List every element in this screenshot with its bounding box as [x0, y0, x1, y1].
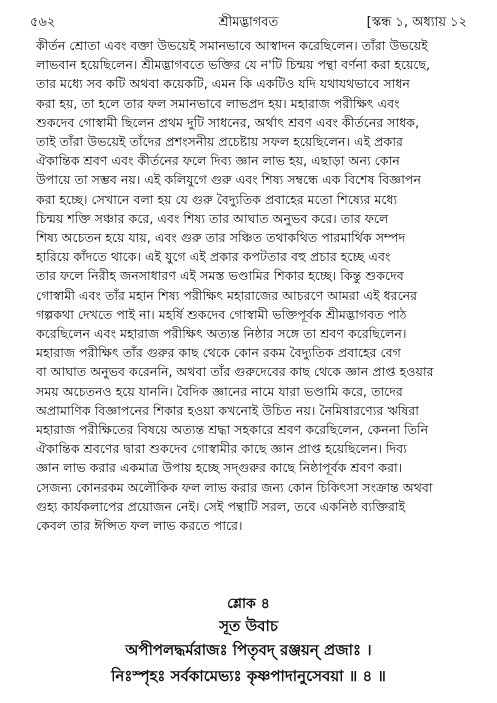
text-line: শিষ্য অচেতন হয়ে যায়, এবং গুরু তার সঞ্চিত তথাকথিত পারমার্থিক সম্পদ: [36, 230, 406, 246]
purport-text: [36, 36, 466, 535]
text-line: তার ফলে নিরীহ জনসাধারণ এই সমস্ত ভণ্ডামির শিকার হচ্ছে। কিন্তু শুকদেব: [36, 268, 404, 284]
text-line: কীর্তন শ্রোতা এবং বক্তা উভয়েই সমানভাবে আস্বাদন করেছিলেন। তাঁরা উভয়েই: [36, 38, 428, 53]
text-line: করেছিলেন এবং মহারাজ পরীক্ষিৎ অত্যন্ত নিষ্ঠার সঙ্গে তা শ্রবণ করেছিলেন।: [36, 326, 407, 342]
verse-line-2: নিঃস্পৃহঃ সর্বকামেভ্যঃ কৃষ্ণপাদানুসেবয়া ॥ ৪ ॥: [111, 667, 386, 685]
text-line: কেবল তার ঈপ্সিত ফল লাভ করতে পারে।: [36, 518, 243, 534]
chapter-reference: [স্কন্ধ ১, অধ্যায় ১২: [366, 15, 467, 30]
text-line: শুকদেব গোস্বামী ছিলেন প্রথম দুটি সাধনের, অর্থাৎ শ্রবণ এবং কীর্তনের সাধক,: [36, 114, 420, 130]
text-line: অপ্রামাণিক বিজ্ঞাপনের শিকার হওয়া কখনোই উচিত নয়। নৈমিষারণ্যের ঋষিরা: [36, 402, 419, 418]
text-line: মহারাজ পরীক্ষিতের বিষয়ে অত্যন্ত শ্রদ্ধা সহকারে শ্রবণ করেছিলেন, কেননা তিনি: [36, 422, 429, 438]
text-line: জ্ঞান লাভ করার একমাত্র উপায় হচ্ছে সদ্‌গুরুর কাছে নিষ্ঠাপূর্বক শ্রবণ করা।: [36, 460, 403, 476]
text-line: মহারাজ পরীক্ষিৎ তাঁর গুরুর কাছ থেকে কোন রকম বৈদ্যুতিক প্রবাহের বেগ: [36, 345, 401, 361]
text-line: চিন্ময় শক্তি সঞ্চার করে, এবং শিষ্য তার আঘাত অনুভব করে। তার ফলে: [36, 210, 389, 226]
text-line: বা আঘাত অনুভব করেননি, অথবা তাঁর গুরুদেবের কাছ থেকে জ্ঞান প্রাপ্ত হওয়ার: [36, 364, 434, 380]
text-line: তাই তাঁরা উভয়েই তাঁদের প্রশংসনীয় প্রচেষ্টায় সফল হয়েছিলেন। এই প্রকার: [36, 134, 403, 150]
text-line: করা হয়, তা হলে তার ফল সমানভাবে লাভপ্রদ হয়। মহারাজ পরীক্ষিৎ এবং: [36, 95, 400, 111]
page-number: ৫৬২: [30, 15, 56, 30]
text-line: উপায়ে তা সম্ভব নয়। এই কলিযুগে গুরু এবং শিষ্য সম্বন্ধে এক বিশেষ বিজ্ঞাপন: [36, 172, 421, 188]
text-line: তার মধ্যে সব কটি অথবা কয়েকটি, এমন কি একটিও যদি যথাযথভাবে সাধন: [36, 76, 410, 92]
text-line: করা হচ্ছে। সেখানে বলা হয় যে গুরু বৈদ্যুতিক প্রবাহের মতো শিষ্যের মধ্যে: [36, 191, 398, 207]
text-line: লাভবান হয়েছিলেন। শ্রীমদ্ভাগবতে ভক্তির যে ন'টি চিন্ময় পন্থা বর্ণনা করা হয়েছে,: [36, 57, 431, 73]
text-line: সময় অচেতনও হয়ে যাননি। বৈদিক জ্ঞানের নামে যারা ভণ্ডামি করে, তাদের: [36, 383, 403, 399]
text-line: হারিয়ে কাঁদতে থাকে। এই যুগে এই প্রকার কপটতার বহু প্রচার হচ্ছে এবং: [36, 249, 391, 265]
text-line: গোস্বামী এবং তাঁর মহান শিষ্য পরীক্ষিৎ মহারাজের আচরণে আমরা এই ধরনের: [36, 287, 418, 303]
text-line: ঐকান্তিক শ্রবণ এবং কীর্তনের ফলে দিব্য জ্ঞান লাভ হয়, এছাড়া অন্য কোন: [36, 153, 400, 169]
verse-block: [30, 593, 467, 689]
text-line: ঐকান্তিক শ্রবণের দ্বারা শুকদেব গোস্বামীর কাছে জ্ঞান প্রাপ্ত হয়েছিলেন। দিব্য: [36, 441, 407, 457]
text-line: সেজন্য কোনরকম অলৌকিক ফল লাভ করার জন্য কোন চিকিৎসা সংক্রান্ত অথবা: [36, 479, 433, 495]
book-title: শ্রীমদ্ভাগবত: [218, 15, 279, 30]
verse-speaker: সূত উবাচ: [219, 617, 278, 635]
verse-line-1: অপীপলদ্ধর্মরাজঃ পিতৃবদ্ রঞ্জয়ন্ প্রজাঃ ।: [125, 641, 372, 659]
text-line: গুহ্য কার্যকলাপের প্রয়োজন নেই। সেই পন্থাটি সরল, তবে একনিষ্ঠ ব্যক্তিরাই: [36, 498, 406, 514]
verse-label: শ্লোক ৪: [227, 596, 270, 612]
page-header: [30, 12, 467, 34]
text-line: গল্পকথা দেখতে পাই না। মহর্ষি শুকদেব গোস্বামী ভক্তিপূর্বক শ্রীমদ্ভাগবত পাঠ: [36, 306, 407, 322]
